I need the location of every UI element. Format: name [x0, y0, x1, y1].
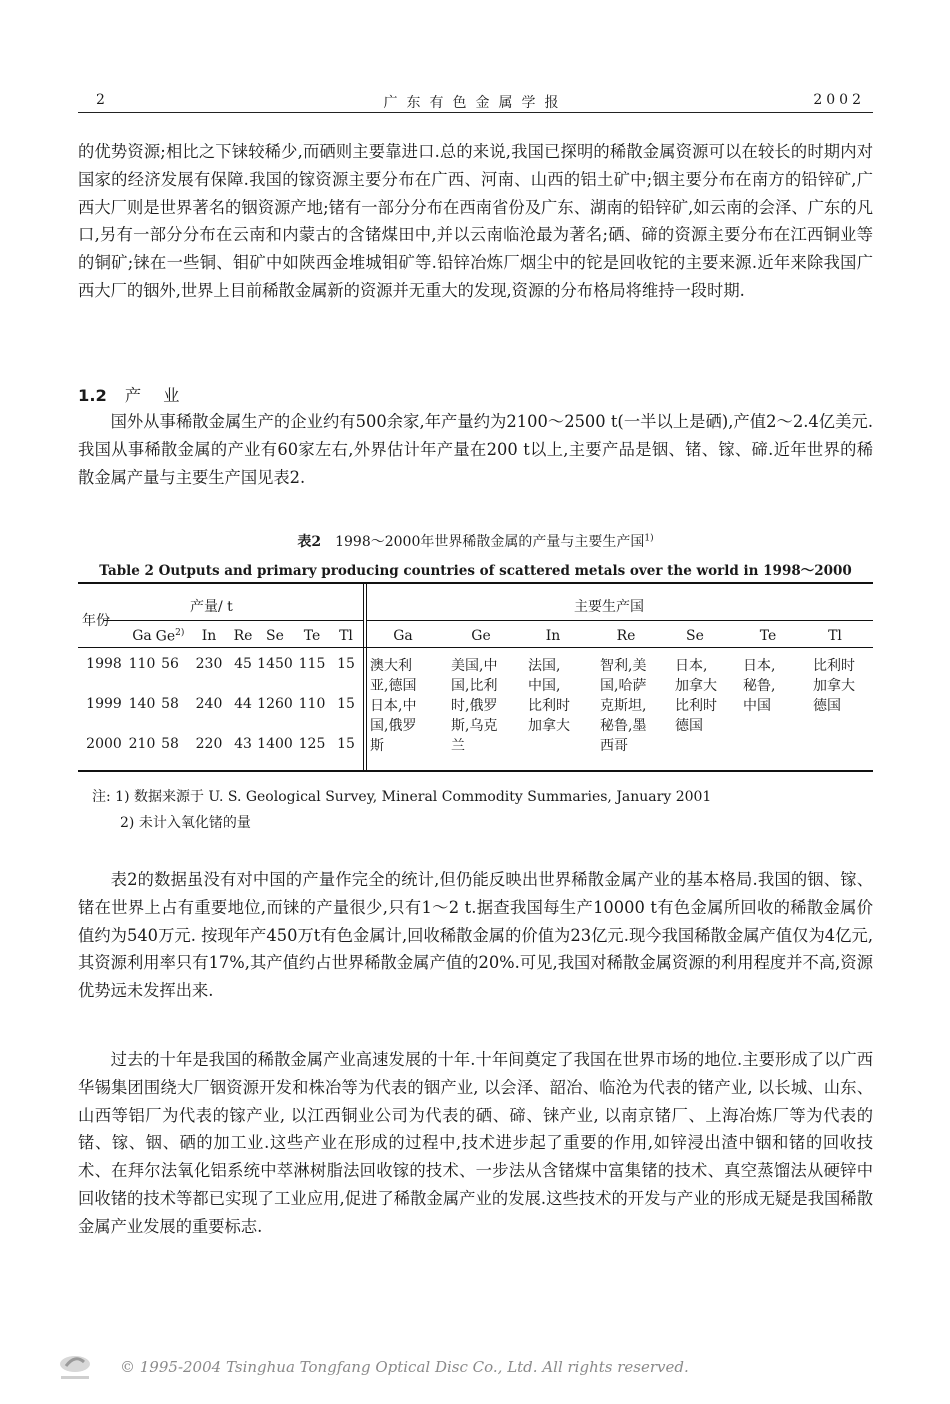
- table-bottom-rule: [78, 770, 873, 772]
- output-value: 56: [161, 656, 179, 672]
- output-col-te: Te: [303, 628, 321, 644]
- output-value: 140: [128, 696, 156, 712]
- producer-list: 智利,美 国,哈萨 克斯坦, 秘鲁,墨 西哥: [600, 658, 647, 754]
- paragraph-text: 表2的数据虽没有对中国的产量作完全的统计,但仍能反映出世界稀散金属产业的基本格局.我国的铟、镓、锗在世界上占有重要地位,而铼的产量很少,只有1～2 t.据查我国每生产10000 t有色金属所回收的稀散金属价值约为540万元. 按现年产450万t有色金属计,回收稀散金属的价值为23亿元.现今我国稀散金属产值仅为4亿元,其资源利用率只有17%,其产值约占世界稀散金属产值的20%.可见,我国对稀散金属资源的利用程度并不高,资源优势远未发挥出来.: [78, 870, 873, 1001]
- output-header: 产量/ t: [190, 599, 233, 615]
- country-col-re: Re: [616, 628, 636, 644]
- output-col-tl: Tl: [339, 628, 353, 644]
- output-col-re: Re: [233, 628, 253, 644]
- paragraph-history: [78, 1046, 873, 1241]
- producer-list: 日本, 秘鲁, 中国: [743, 658, 776, 714]
- output-value: 15: [337, 696, 355, 712]
- table-label: 表2: [297, 534, 322, 550]
- output-value: 1260: [257, 696, 293, 712]
- producer-list: 比利时 加拿大 德国: [813, 658, 855, 714]
- table-note-2: 2) 未计入氧化锗的量: [120, 815, 251, 831]
- row-year: 1999: [86, 696, 122, 712]
- output-col-ge: Ge$^{2)}$: [155, 628, 185, 645]
- country-col-in: In: [545, 628, 561, 644]
- footnote-marker: 1): [644, 533, 654, 544]
- country-col-tl: Tl: [828, 628, 842, 644]
- output-value: 110: [298, 696, 326, 712]
- data-table: [78, 582, 873, 772]
- copyright-notice: © 1995-2004 Tsinghua Tongfang Optical Disc Co., Ltd. All rights reserved.: [120, 1358, 689, 1376]
- paragraph-text: 过去的十年是我国的稀散金属产业高速发展的十年.十年间奠定了我国在世界市场的地位.主要形成了以广西华锡集团围绕大厂铟资源开发和株冶等为代表的铟产业, 以会泽、韶冶、临沧为代表的锗产业, 以长城、山东、山西等铝厂为代表的镓产业, 以江西铜业公司为代表的硒、碲、铼产业, 以南京锗厂、上海冶炼厂等为代表的锗、镓、铟、硒的加工业.这些产业在形成的过程中,技术进步起了重要的作用,如锌浸出渣中铟和锗的回收技术、在拜尔法氧化铝系统中萃淋树脂法回收镓的技术、一步法从含锗煤中富集锗的技术、真空蒸馏法从硬锌中回收锗的技术等都已实现了工业应用,促进了稀散金属产业的发展.这些技术的开发与产业的形成无疑是我国稀散金属产业发展的重要标志.: [78, 1050, 873, 1236]
- section-heading: [78, 382, 201, 406]
- paragraph-resources: [78, 138, 873, 305]
- output-value: 45: [234, 656, 252, 672]
- country-col-ga: Ga: [393, 628, 413, 644]
- producer-list: 澳大利 亚,德国 日本,中 国,俄罗 斯: [370, 658, 417, 754]
- output-value: 115: [298, 656, 326, 672]
- table-double-divider: [363, 582, 367, 772]
- table-sub-rule-left: [104, 620, 363, 621]
- output-value: 125: [298, 736, 326, 752]
- page-number: 2: [96, 92, 105, 108]
- section-title: 产业: [124, 386, 202, 405]
- output-value: 44: [234, 696, 252, 712]
- table-notes: [92, 784, 711, 836]
- country-col-se: Se: [686, 628, 704, 644]
- table-caption-en: Table 2 Outputs and primary producing countries of scattered metals over the world in 1998～2000: [99, 563, 852, 579]
- running-header: [78, 90, 873, 113]
- country-col-te: Te: [759, 628, 777, 644]
- paragraph-industry: [78, 408, 873, 491]
- output-value: 110: [128, 656, 156, 672]
- table-title-cn: 1998～2000年世界稀散金属的产量与主要生产国: [335, 534, 645, 550]
- producer-list: 法国, 中国, 比利时 加拿大: [528, 658, 570, 734]
- output-value: 230: [195, 656, 223, 672]
- footnote-marker: 2): [175, 628, 185, 638]
- table-header-rule: [78, 647, 873, 648]
- journal-year: 2002: [813, 92, 865, 108]
- output-value: 58: [161, 736, 179, 752]
- footer: [58, 1352, 878, 1382]
- output-value: 15: [337, 736, 355, 752]
- table-sub-rule-right: [367, 620, 873, 621]
- output-col-in: In: [201, 628, 217, 644]
- output-value: 210: [128, 736, 156, 752]
- paragraph-text: 的优势资源;相比之下铼较稀少,而硒则主要靠进口.总的来说,我国已探明的稀散金属资源可以在较长的时期内对国家的经济发展有保障.我国的镓资源主要分布在广西、河南、山西的铝土矿中;铟主要分布在南方的铅锌矿,广西大厂则是世界著名的铟资源产地;锗有一部分分布在西南省份及广东、湖南的铅锌矿,如云南的会泽、广东的凡口,另有一部分分布在云南和内蒙古的含锗煤田中,并以云南临沧最为著名;硒、碲的资源主要分布在江西铜业等的铜矿;铼在一些铜、钼矿中如陕西金堆城钼矿等.铅锌冶炼厂烟尘中的铊是回收铊的主要来源.近年来除我国广西大厂的铟外,世界上目前稀散金属新的资源并无重大的发现,资源的分布格局将维持一段时期.: [78, 142, 873, 300]
- output-value: 43: [234, 736, 252, 752]
- producer-list: 美国,中 国,比利 时,俄罗 斯,乌克 兰: [451, 658, 498, 754]
- journal-title: 广东有色金属学报: [383, 95, 568, 111]
- row-year: 1998: [86, 656, 122, 672]
- section-number: 1.2: [78, 386, 107, 405]
- output-value: 58: [161, 696, 179, 712]
- row-year: 2000: [86, 736, 122, 752]
- producer-list: 日本, 加拿大 比利时 德国: [675, 658, 717, 734]
- output-value: 15: [337, 656, 355, 672]
- country-col-ge: Ge: [471, 628, 491, 644]
- countries-header: 主要生产国: [574, 599, 644, 615]
- cnki-logo-icon: [58, 1352, 92, 1382]
- table-note-1: 注: 1) 数据来源于 U. S. Geological Survey, Mineral Commodity Summaries, January 2001: [92, 789, 712, 805]
- output-value: 1450: [257, 656, 293, 672]
- year-header: 年份: [82, 613, 110, 629]
- paragraph-text: 国外从事稀散金属生产的企业约有500余家,年产量约为2100～2500 t(一半以上是硒),产值2～2.4亿美元.我国从事稀散金属的产业有60家左右,外界估计年产量在200 t以上,主要产品是铟、锗、镓、碲.近年世界的稀散金属产量与主要生产国见表2.: [78, 412, 873, 487]
- table-top-rule: [78, 582, 873, 584]
- output-value: 240: [195, 696, 223, 712]
- output-col-ga: Ga: [132, 628, 152, 644]
- table-caption-cn: [78, 531, 873, 551]
- output-col-se: Se: [266, 628, 284, 644]
- output-value: 1400: [257, 736, 293, 752]
- output-value: 220: [195, 736, 223, 752]
- paragraph-analysis: [78, 866, 873, 1005]
